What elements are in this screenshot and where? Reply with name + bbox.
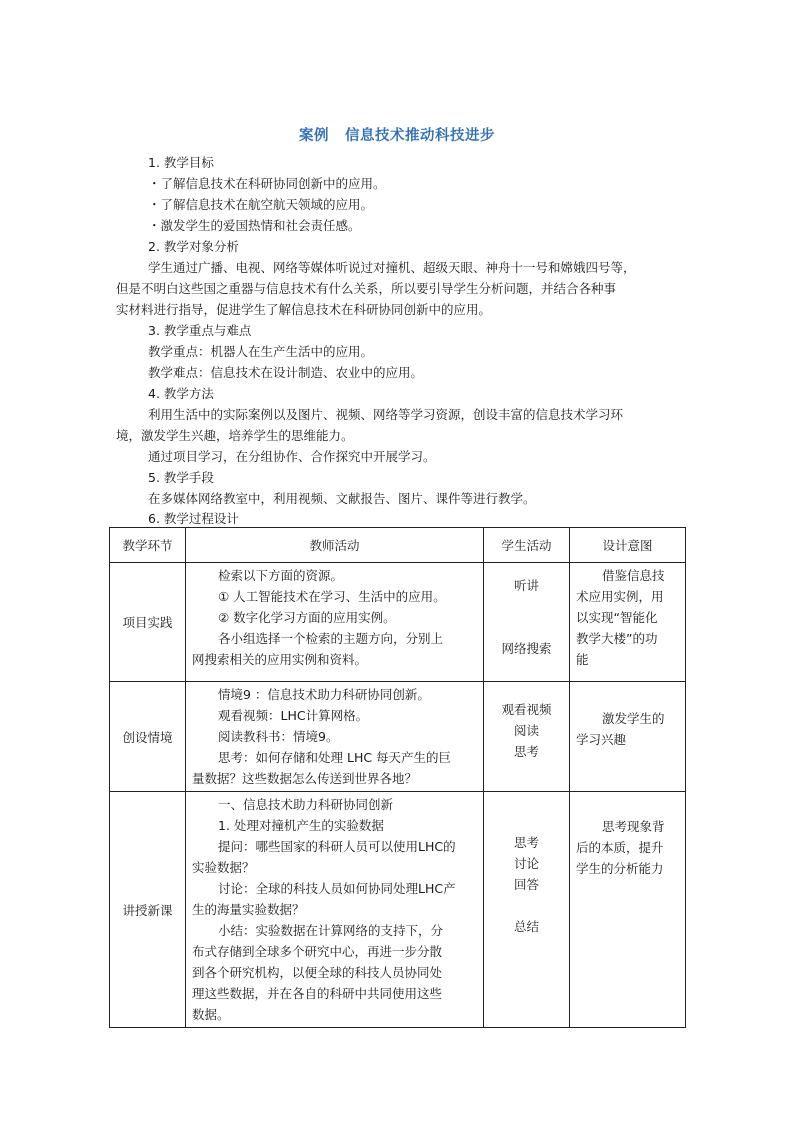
intent-line: 激发学生的: [602, 711, 665, 726]
difficulty-point: 教学难点：信息技术在设计制造、农业中的应用。: [148, 365, 424, 380]
teacher-line: 观看视频：LHC计算网格。: [218, 708, 369, 723]
teacher-line: 布式存储到全球多个研究中心，再进一步分散: [192, 944, 443, 959]
header-stage: 教学环节: [110, 528, 186, 563]
page-title: [0, 124, 794, 145]
goal-item: ・激发学生的爱国热情和社会责任感。: [148, 218, 361, 233]
header-intent: 设计意图: [570, 528, 686, 563]
header-student: 学生活动: [484, 528, 570, 563]
student-cell: [484, 682, 570, 792]
intent-line: 思考现象背: [602, 819, 665, 834]
intent-line: 借鉴信息技: [602, 568, 665, 583]
intent-line: 后的本质，提升: [576, 840, 664, 855]
teacher-line: 检索以下方面的资源。: [218, 568, 344, 583]
teacher-line: ① 人工智能技术在学习、生活中的应用。: [218, 589, 446, 604]
student-activity: 思考: [513, 835, 539, 850]
teacher-line: 一、信息技术助力科研协同创新: [218, 797, 394, 812]
teacher-line: 实验数据？: [192, 860, 255, 875]
means-heading: 5. 教学手段: [148, 470, 214, 485]
header-teacher: 教师活动: [186, 528, 484, 563]
teacher-line: 小结：实验数据在计算网络的支持下，分: [218, 923, 444, 938]
method-text: 境，激发学生兴趣，培养学生的思维能力。: [116, 428, 354, 443]
student-activity: 讨论: [513, 856, 539, 871]
intent-line: 学生的分析能力: [576, 861, 664, 876]
teacher-line: 量数据？这些数据怎么传送到世界各地？: [192, 771, 418, 786]
teacher-line: 情境9 ：信息技术助力科研协同创新。: [218, 687, 430, 702]
teacher-line: 讨论：全球的科技人员如何协同处理LHC产: [218, 881, 456, 896]
teacher-cell: [186, 563, 484, 682]
intent-cell: [570, 792, 686, 1028]
title-topic: 信息技术推动科技进步: [345, 128, 495, 144]
teacher-line: 理这些数据，并在各自的科研中共同使用这些: [192, 986, 443, 1001]
analysis-text: 但是不明白这些国之重器与信息技术有什么关系，所以要引导学生分析问题，并结合各种事: [116, 281, 617, 296]
method-text: 利用生活中的实际案例以及图片、视频、网络等学习资源，创设丰富的信息技术学习环: [148, 407, 624, 422]
process-heading: 6. 教学过程设计: [148, 511, 239, 526]
method-heading: 4. 教学方法: [148, 386, 214, 401]
intent-line: 能: [576, 652, 589, 667]
teacher-cell: [186, 792, 484, 1028]
teacher-line: ② 数字化学习方面的应用实例。: [218, 610, 396, 625]
analysis-text: 实材料进行指导，促进学生了解信息技术在科研协同创新中的应用。: [116, 302, 492, 317]
teacher-cell: [186, 682, 484, 792]
teacher-line: 数据。: [192, 1007, 230, 1022]
key-heading: 3. 教学重点与难点: [148, 323, 252, 338]
goal-item: ・了解信息技术在科研协同创新中的应用。: [148, 176, 386, 191]
teacher-line: 提问：哪些国家的科研人员可以使用LHC的: [218, 839, 456, 854]
goal-item: ・了解信息技术在航空航天领域的应用。: [148, 197, 374, 212]
student-activity: 回答: [513, 877, 539, 892]
teacher-line: 阅读教科书：情境9。: [218, 729, 339, 744]
goals-heading: 1. 教学目标: [148, 155, 214, 170]
process-table: [109, 527, 686, 1028]
intent-line: 术应用实例，用: [576, 589, 664, 604]
teacher-line: 网搜索相关的应用实例和资料。: [192, 652, 368, 667]
student-cell: [484, 792, 570, 1028]
intent-line: 教学大楼”的功: [576, 631, 658, 646]
title-case-label: 案例: [299, 128, 329, 144]
intent-line: 以实现“智能化: [576, 610, 658, 625]
intent-cell: [570, 563, 686, 682]
student-activity: 思考: [513, 744, 539, 759]
method-text-2: 通过项目学习，在分组协作、合作探究中开展学习。: [148, 449, 436, 464]
key-point: 教学重点：机器人在生产生活中的应用。: [148, 344, 374, 359]
analysis-text: 学生通过广播、电视、网络等媒体听说过对撞机、超级天眼、神舟十一号和嫦娥四号等，: [148, 260, 636, 275]
stage-cell: 创设情境: [110, 682, 186, 792]
stage-cell: 项目实践: [110, 563, 186, 682]
stage-cell: 讲授新课: [110, 792, 186, 1028]
intent-line: 学习兴趣: [576, 732, 627, 747]
table-row: [110, 682, 686, 792]
teacher-line: 1. 处理对撞机产生的实验数据: [218, 818, 384, 833]
teacher-line: 到各个研究机构，以便全球的科技人员协同处: [192, 965, 443, 980]
table-row: [110, 563, 686, 682]
student-activity: 网络搜索: [501, 641, 552, 656]
table-header-row: [110, 528, 686, 563]
teacher-line: 各小组选择一个检索的主题方向，分别上: [218, 631, 444, 646]
student-activity: 总结: [513, 919, 539, 934]
student-activity: 听讲: [513, 578, 539, 593]
means-text: 在多媒体网络教室中，利用视频、文献报告、图片、课件等进行教学。: [148, 491, 536, 506]
table-row: [110, 792, 686, 1028]
student-activity: 观看视频: [501, 702, 552, 717]
teacher-line: 生的海量实验数据？: [192, 902, 305, 917]
student-cell: [484, 563, 570, 682]
intent-cell: [570, 682, 686, 792]
analysis-heading: 2. 教学对象分析: [148, 239, 239, 254]
teacher-line: 思考：如何存储和处理 LHC 每天产生的巨: [218, 750, 452, 765]
student-activity: 阅读: [513, 723, 539, 738]
